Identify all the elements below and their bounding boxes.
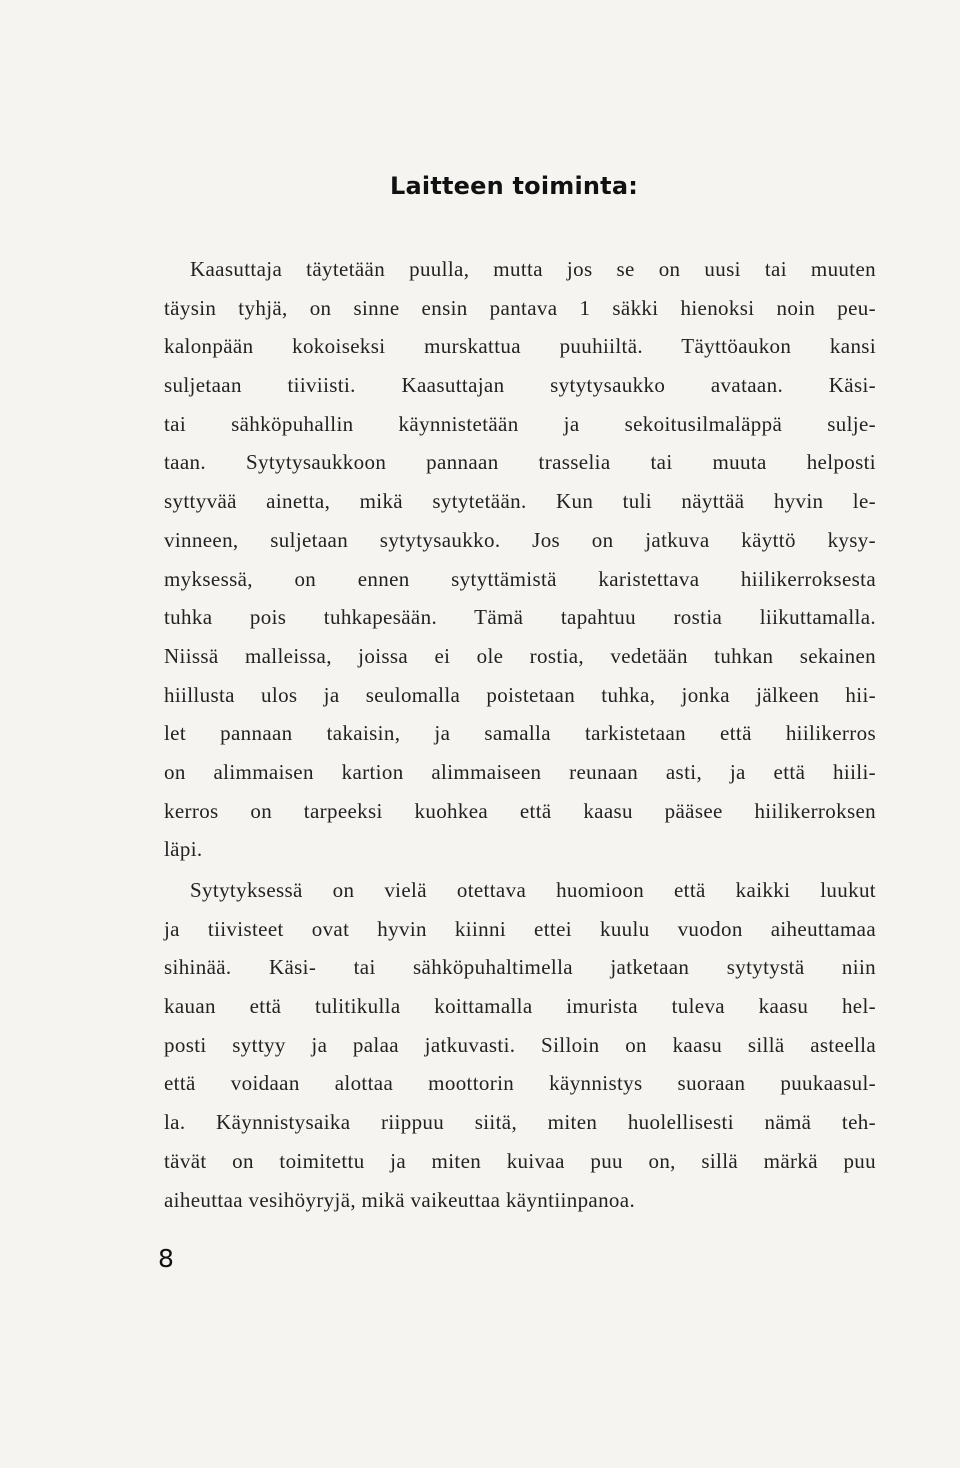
text-line: aiheuttaa vesihöyryjä, mikä vaikeuttaa käyntiinpanoa.	[164, 1187, 636, 1212]
text-line: let pannaan takaisin, ja samalla tarkistetaan että hiilikerros	[164, 721, 876, 746]
text-line: vinneen, suljetaan sytytysaukko. Jos on jatkuva käyttö kysy-	[164, 527, 876, 552]
text-line: suljetaan tiiviisti. Kaasuttajan sytytysaukko avataan. Käsi-	[164, 373, 876, 398]
paragraph-1	[164, 250, 876, 869]
text-line: tai sähköpuhallin käynnistetään ja sekoitusilmaläppä sulje-	[164, 411, 876, 436]
text-line: Niissä malleissa, joissa ei ole rostia, vedetään tuhkan sekainen	[164, 643, 876, 668]
body-text	[164, 250, 876, 1219]
text-line: hiillusta ulos ja seulomalla poistetaan tuhka, jonka jälkeen hii-	[164, 682, 876, 707]
text-line: kerros on tarpeeksi kuohkea että kaasu pääsee hiilikerroksen	[164, 798, 876, 823]
text-line: Kaasuttaja täytetään puulla, mutta jos se on uusi tai muuten	[190, 257, 876, 281]
text-line: Sytytyksessä on vielä otettava huomioon että kaikki luukut	[190, 878, 876, 902]
text-line: on alimmaisen kartion alimmaiseen reunaan asti, ja että hiili-	[164, 759, 876, 784]
text-line: läpi.	[164, 837, 203, 862]
text-line: tuhka pois tuhkapesään. Tämä tapahtuu rostia liikuttamalla.	[164, 605, 876, 630]
text-line: syttyvää ainetta, mikä sytytetään. Kun tuli näyttää hyvin le-	[164, 489, 876, 514]
text-line: ja tiivisteet ovat hyvin kiinni ettei kuulu vuodon aiheuttamaa	[164, 916, 876, 941]
text-line: taan. Sytytysaukkoon pannaan trasselia tai muuta helposti	[164, 450, 876, 475]
text-line: la. Käynnistysaika riippuu siitä, miten huolellisesti nämä teh-	[164, 1110, 876, 1135]
text-line: täysin tyhjä, on sinne ensin pantava 1 säkki hienoksi noin peu-	[164, 295, 876, 320]
text-line: kauan että tulitikulla koittamalla imurista tuleva kaasu hel-	[164, 994, 876, 1019]
text-line: kalonpään kokoiseksi murskattua puuhiiltä. Täyttöaukon kansi	[164, 334, 876, 359]
page-number: 8	[158, 1244, 174, 1273]
text-line: tävät on toimitettu ja miten kuivaa puu on, sillä märkä puu	[164, 1148, 876, 1173]
section-heading: Laitteen toiminta:	[390, 172, 639, 200]
text-line: sihinää. Käsi- tai sähköpuhaltimella jatketaan sytytystä niin	[164, 955, 876, 980]
text-line: posti syttyy ja palaa jatkuvasti. Silloin on kaasu sillä asteella	[164, 1032, 876, 1057]
text-line: että voidaan alottaa moottorin käynnistys suoraan puukaasul-	[164, 1071, 876, 1096]
paragraph-2	[164, 871, 876, 1219]
text-line: myksessä, on ennen sytyttämistä karistettava hiilikerroksesta	[164, 566, 876, 591]
